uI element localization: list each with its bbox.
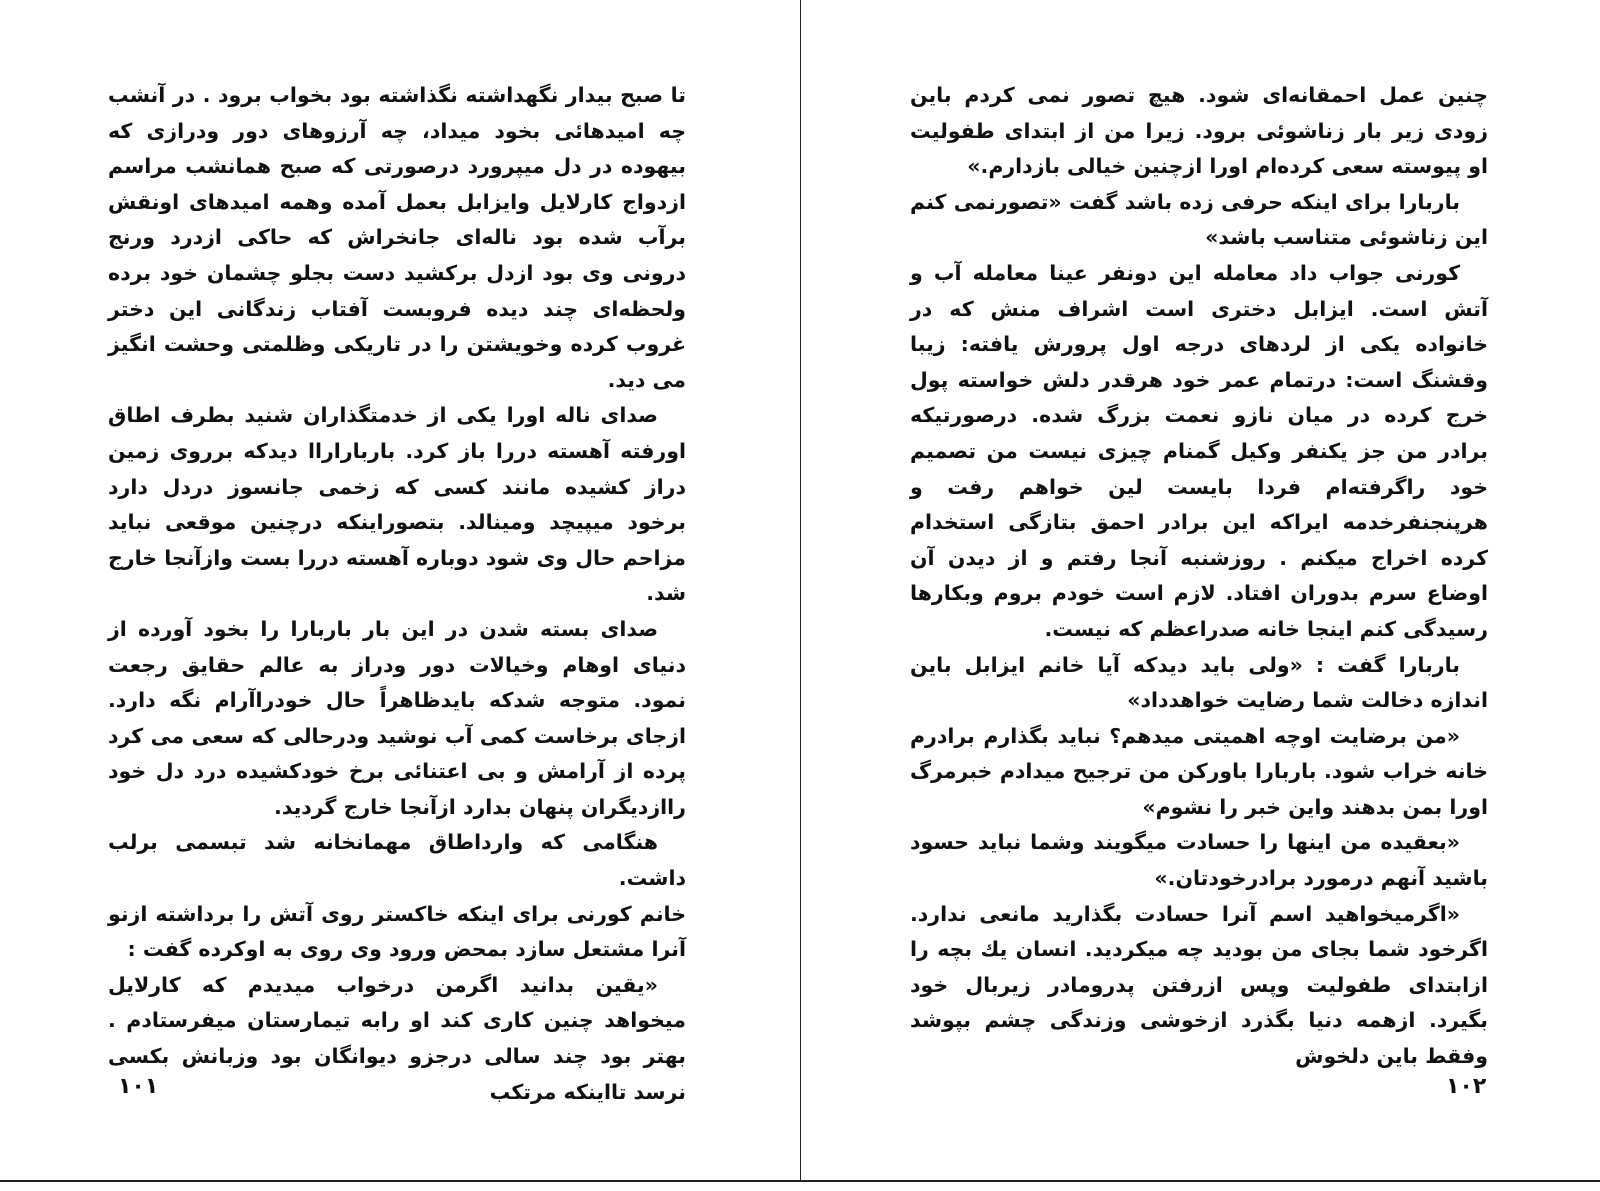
right-paragraph-7: «اگرمیخواهید اسم آنرا حسادت بگذارید مانعی ندارد. اگرخود شما بجای من بودید چه میکردید. انسان یك بچه را ازابتدای طفولیت وپس ازرفتن پدرومادر زیربال خود بگیرد. ازهمه دنیا بگذرد ازخوشی وزندگی چشم بپوشد وفقط باین دلخوش (910, 901, 1488, 1069)
left-paragraph-1: تا صبح بیدار نگهداشته نگذاشته بود بخواب برود . در آنشب چه امیدهائی بخود میداد، چه آرزوهای دور ودرازی که بیهوده در دل میپرورد درصورتی که صبح همانشب مراسم ازدواج کارلایل وایزابل بعمل آمده وهمه امیدهای اونقش برآب شده بود ناله‌ای جانخراش که حاکی ازدرد ورنج درونی وی بود ازدل برکشید دست بجلو چشمان خود برده ولحظه‌ای چند دیده فروبست آفتاب زندگانی این دختر غروب کرده وخویشتن را در تاریکی وظلمتی وحشت انگیز می دید. (108, 83, 686, 392)
right-paragraph-1: چنین عمل احمقانه‌ای شود. هیچ تصور نمی کردم باین زودی زیر بار زناشوئی برود. زیرا من از ابتدای طفولیت او پیوسته سعی کرده‌ام اورا ازچنین خیالی بازدارم.» (910, 83, 1488, 179)
left-paragraph-6: «یقین بدانید اگرمن درخواب میدیدم که کارلایل میخواهد چنین کاری کند او رابه تیمارستان میفرستادم . بهتر بود چند سالی درجزو دیوانگان بود وزبانش بکسی نرسد تااینکه مرتکب (108, 972, 686, 1104)
right-paragraph-3: کورنی جواب داد معامله این دونفر عینا معامله آب و آتش است. ایزابل دختری است اشراف منش که در خانواده یکی از لردهای درجه اول پرورش یافته: زیبا وقشنگ است: درتمام عمر خود هرقدر دلش خواسته پول خرج کرده در میان نازو نعمت بزرگ شده. درصورتیکه برادر من جز یکنفر وکیل گمنام چیزی نیست من تصمیم خود راگرفته‌ام فردا بایست لین خواهم رفت و هرپنجنفرخدمه ایراکه این برادر احمق بتازگی استخدام کرده اخراج میکنم . روزشنبه آنجا رفتم و از دیدن آن اوضاع سرم بدوران افتاد. لازم است خودم بروم وبکارها رسیدگی کنم اینجا خانه صدراعظم که نیست. (910, 260, 1488, 641)
left-paragraph-2: صدای ناله اورا یکی از خدمتگذاران شنید بطرف اطاق اورفته آهسته دررا باز کرد. بارباراراا دیدکه برروی زمین دراز کشیده مانند کسی که زخمی جانسوز دردل دارد برخود میپیچد ومینالد. بتصوراینکه درچنین موقعی نباید مزاحم حال وی شود دوباره آهسته دررا بست وازآنجا خارج شد. (108, 403, 686, 606)
right-paragraph-4: باربارا گفت : «ولی باید دیدکه آیا خانم ایزابل باین اندازه دخالت شما رضایت خواهدداد» (910, 652, 1488, 713)
left-paragraph-5: خانم کورنی برای اینکه خاکستر روی آتش را برداشته ازنو آنرا مشتعل سازد بمحض ورود وی روی به اوکرده گفت : (108, 901, 686, 962)
left-paragraph-4: هنگامی که وارداطاق مهمانخانه شد تبسمی برلب داشت. (108, 830, 686, 891)
left-page-number: ۱۰۱ (118, 1074, 159, 1099)
right-paragraph-6: «بعقیده من اینها را حسادت میگویند وشما نباید حسود باشید آنهم درمورد برادرخودتان.» (910, 830, 1488, 891)
right-paragraph-5: «من برضایت اوچه اهمیتی میدهم؟ نباید بگذارم برادرم خانه خراب شود. باربارا باورکن من ترجیح میدادم خبرمرگ اورا بمن بدهند واین خبر را نشوم» (910, 723, 1488, 819)
right-paragraph-2: باربارا برای اینکه حرفی زده باشد گفت «تصورنمی کنم این زناشوئی متناسب باشد» (910, 189, 1488, 250)
page-gutter-divider (800, 0, 801, 1180)
left-paragraph-3: صدای بسته شدن در این بار باربارا را بخود آورده از دنیای اوهام وخیالات دور ودراز به عالم حقایق رجعت نمود. متوجه شدکه بایدظاهراً حال خودراآرام نگه دارد. ازجای برخاست کمی آب نوشید ودرحالی که سعی می کرد پرده از آرامش و بی اعتنائی برخ خودکشیده درد دل خود راازدیگران پنهان بدارد ازآنجا خارج گردید. (108, 616, 686, 819)
bottom-edge-rule (0, 1180, 1600, 1182)
right-page (910, 78, 1488, 1078)
right-page-number: ۱۰۲ (1446, 1074, 1487, 1099)
